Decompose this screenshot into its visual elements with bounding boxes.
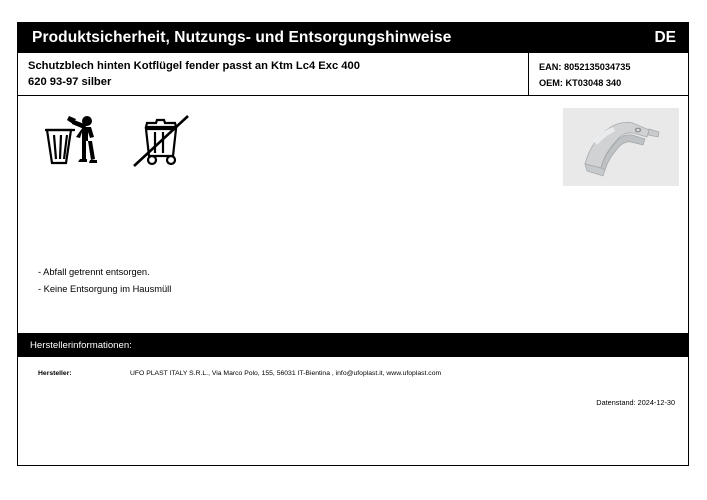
product-codes-cell [528,53,688,95]
fender-product-photo [563,108,679,186]
pictogram-group [40,110,196,172]
product-title-line-2: 620 93-97 silber [28,76,112,89]
manufacturer-key: Hersteller: [38,370,72,378]
oem-code: OEM: KT03048 340 [539,78,622,89]
product-title-line-1: Schutzblech hinten Kotflügel fender passt an Ktm Lc4 Exc 400 [28,60,360,72]
disposal-note-2: - Keine Entsorgung im Hausmüll [38,284,172,295]
page-title: Produktsicherheit, Nutzungs- und Entsorgungshinweise [32,29,452,46]
manufacturer-info-row [18,370,688,377]
language-code: DE [654,29,676,46]
product-info-row [18,53,688,96]
crossed-out-wheelie-bin-icon [130,110,196,172]
document-body [18,96,688,418]
document-header [18,23,688,53]
dispose-in-bin-icon [40,110,106,172]
document-sheet [17,22,689,466]
manufacturer-band [18,333,688,357]
manufacturer-value: UFO PLAST ITALY S.R.L., Via Marco Polo, 155, 56031 IT-Bientina , info@ufoplast.it, www.ufoplast.com [130,370,442,378]
disposal-note-1: - Abfall getrennt entsorgen. [38,267,150,278]
ean-code: EAN: 8052135034735 [539,62,631,72]
data-date-label: Datenstand: 2024-12-30 [596,398,675,408]
product-title-cell [18,53,528,95]
manufacturer-band-label: Herstellerinformationen: [30,339,132,351]
disposal-notes [38,264,171,298]
